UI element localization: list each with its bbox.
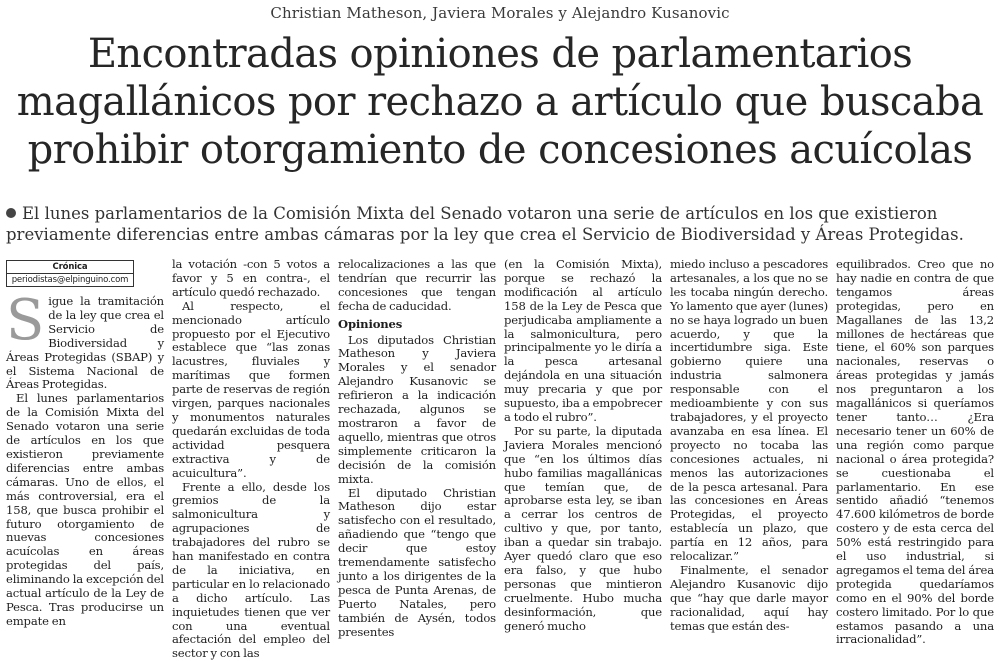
credit-email: periodistas@elpinguino.com <box>7 274 133 286</box>
paragraph: Al respecto, el mencionado artículo propuesto por el Ejecutivo establece que “las zonas lacustres, fluviales y marítimas que formen parte de reservas de región virgen, parques nacionales y monumentos naturales quedarán excluidas de toda actividad pesquera extractiva y de acuicultura”. <box>172 300 330 481</box>
credit-section: Crónica <box>7 261 133 274</box>
paragraph: El lunes parlamentarios de la Comisión Mixta del Senado votaron una serie de artículos en los que existieron previamente diferencias entre ambas cámaras. Uno de ellos, el más controversial, era el 158, que busca prohibir el futuro otorgamiento de nuevas concesiones acuícolas en áreas protegidas del país, eliminando la excepción del actual artículo de la Ley de Pesca. Tras producirse un empate en <box>6 392 164 628</box>
article-lead <box>6 203 994 245</box>
headline-line-3: prohibir otorgamiento de concesiones acuícolas <box>0 126 1000 174</box>
paragraph: equilibrados. Creo que no hay nadie en contra de que tengamos áreas protegidas, pero en Magallanes de las 13,2 millones de hectáreas que tiene, el 60% son parques nacionales, reservas o áreas protegidas y jamás nos preguntaron a los magallánicos si queríamos tener tanto… ¿Era necesario tener un 60% de una región como parque nacional o área protegida? se cuestionaba el parlamentario. En ese sentido añadió “tenemos 47.600 kilómetros de borde costero y de esta cerca del 50% está restringido para el uso industrial, si agregamos el tema del área protegida quedaríamos como en el 90% del borde costero limitado. Por lo que estamos pasando a una irracionalidad”. <box>836 258 994 647</box>
column-1 <box>6 258 164 616</box>
credit-box <box>6 260 134 287</box>
paragraph: Por su parte, la diputada Javiera Morales mencionó que “en los últimos días hubo familias magallánicas que temían que, de aprobarse esta ley, se iban a cerrar los centros de cultivo y que, por tanto, iban a quedar sin trabajo. Ayer quedó claro que eso era falso, y que hubo personas que mintieron cruelmente. Hubo mucha desinformación, que generó mucho <box>504 425 662 634</box>
paragraph: Frente a ello, desde los gremios de la salmonicultura y agrupaciones de trabajadores del rubro se han manifestado en contra de la iniciativa, en particular en lo relacionado a dicho artículo. Las inquietudes tienen que ver con una eventual afectación del empleo del sector y con las <box>172 481 330 661</box>
article-authors: Christian Matheson, Javiera Morales y Alejandro Kusanovic <box>0 4 1000 22</box>
column-6 <box>836 258 994 616</box>
paragraph: Finalmente, el senador Alejandro Kusanovic dijo que “hay que darle mayor racionalidad, aquí hay temas que están des- <box>670 564 828 634</box>
paragraph: la votación -con 5 votos a favor y 5 en contra-, el artículo quedó rechazado. <box>172 258 330 300</box>
paragraph: El diputado Christian Matheson dijo estar satisfecho con el resultado, añadiendo que “tengo que decir que estoy tremendamente satisfecho junto a los dirigentes de la pesca de Punta Arenas, de Puerto Natales, pero también de Aysén, todos presentes <box>338 487 496 640</box>
column-4 <box>504 258 662 616</box>
paragraph: relocalizaciones a las que tendrían que recurrir las concesiones que tengan fecha de caducidad. <box>338 258 496 314</box>
paragraph: Los diputados Christian Matheson y Javiera Morales y el senador Alejandro Kusanovic se refirieron a la indicación rechazada, algunos se mostraron a favor de aquello, mientras que otros simplemente criticaron la decisión de la comisión mixta. <box>338 334 496 487</box>
column-3 <box>338 258 496 616</box>
column-2 <box>172 258 330 616</box>
article-body <box>6 258 996 616</box>
column-5 <box>670 258 828 616</box>
paragraph: (en la Comisión Mixta), porque se rechazó la modificación al artículo 158 de la Ley de Pesca que perjudicaba ampliamente a la salmonicultura, pero principalmente yo le diría a la pesca artesanal dejándola en una situación muy precaria y que por supuesto, iba a empobrecer a todo el rubro”. <box>504 258 662 425</box>
headline-line-1: Encontradas opiniones de parlamentarios <box>0 30 1000 78</box>
article-headline <box>0 30 1000 174</box>
paragraph-text: igue la tramitación de la ley que crea el Servicio de Biodiversidad y Áreas Protegidas (SBAP) y el Sistema Nacional de Áreas Protegidas. <box>6 294 164 391</box>
paragraph: miedo incluso a pescadores artesanales, a los que no se les tocaba ningún derecho. Yo lamento que ayer (lunes) no se haya logrado un buen acuerdo, y que la incertidumbre siga. Este gobierno quiere una industria salmonera responsable con el medioambiente y con sus trabajadores, y el proyecto avanzaba en esa línea. El proyecto no tocaba las concesiones actuales, ni menos las autorizaciones de la pesca artesanal. Para las concesiones en Áreas Protegidas, el proyecto establecía un plazo, que partía en 12 años, para relocalizar.” <box>670 258 828 564</box>
headline-line-2: magallánicos por rechazo a artículo que buscaba <box>0 78 1000 126</box>
paragraph <box>6 295 164 392</box>
section-subhead: Opiniones <box>338 318 496 332</box>
lead-text: El lunes parlamentarios de la Comisión Mixta del Senado votaron una serie de artículos en los que existieron previamente diferencias entre ambas cámaras por la ley que crea el Servicio de Biodiversidad y Áreas Protegidas. <box>6 204 964 244</box>
drop-cap: S <box>6 297 44 345</box>
bullet-icon <box>6 208 16 218</box>
